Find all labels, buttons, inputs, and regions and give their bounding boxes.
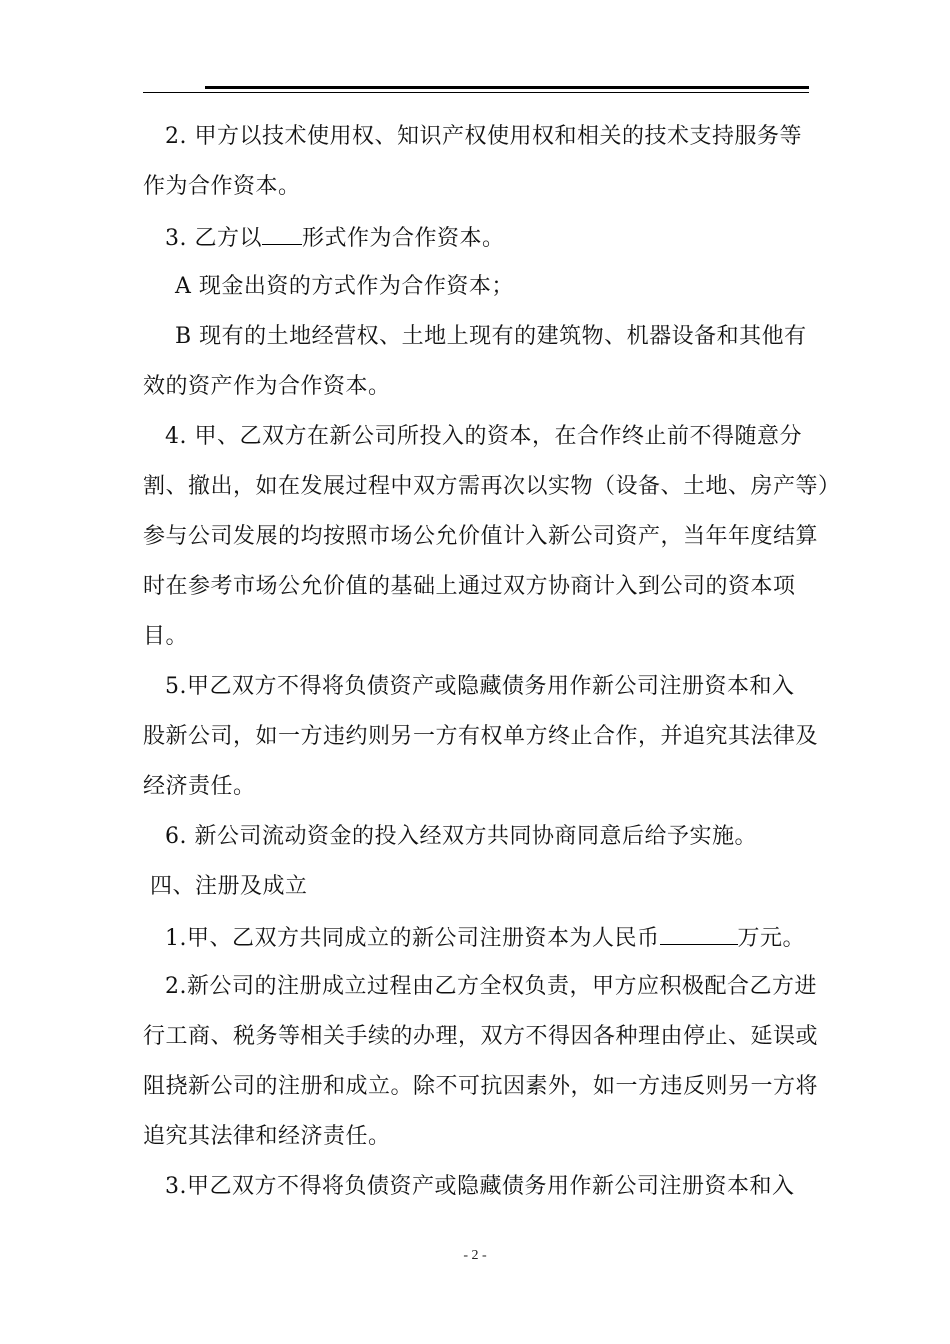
paragraph-line: 追究其法律和经济责任。: [143, 1124, 391, 1149]
paragraph-line: 6. 新公司流动资金的投入经双方共同协商同意后给予实施。: [165, 824, 757, 849]
fill-in-blank: [262, 222, 302, 245]
header-rule: [143, 86, 809, 95]
header-rule-thin: [143, 92, 809, 93]
paragraph-text: 形式作为合作资本。: [301, 226, 505, 251]
paragraph-text: 1.甲、乙双方共同成立的新公司注册资本为人民币: [165, 926, 660, 951]
fill-in-blank: [660, 922, 738, 945]
paragraph-line-with-blank: [165, 222, 845, 254]
paragraph-line: 阻挠新公司的注册和成立。除不可抗因素外，如一方违反则另一方将: [143, 1074, 819, 1099]
paragraph-line: 效的资产作为合作资本。: [143, 374, 391, 399]
paragraph-line: 5.甲乙双方不得将负债资产或隐藏债务用作新公司注册资本和入: [165, 674, 795, 699]
paragraph-line: A 现金出资的方式作为合作资本；: [175, 274, 514, 299]
paragraph-line: 4. 甲、乙双方在新公司所投入的资本，在合作终止前不得随意分: [165, 424, 802, 449]
paragraph-text: 万元。: [737, 926, 806, 951]
paragraph-line: 割、撤出，如在发展过程中双方需再次以实物（设备、土地、房产等）: [143, 474, 841, 499]
paragraph-text: 3. 乙方以: [165, 226, 262, 251]
paragraph-line: 作为合作资本。: [143, 174, 301, 199]
paragraph-line: 3.甲乙双方不得将负债资产或隐藏债务用作新公司注册资本和入: [165, 1174, 795, 1199]
section-heading: 四、注册及成立: [150, 874, 308, 899]
paragraph-line: 目。: [143, 624, 189, 649]
paragraph-line: 2. 甲方以技术使用权、知识产权使用权和相关的技术支持服务等: [165, 124, 802, 149]
paragraph-line: 股新公司，如一方违约则另一方有权单方终止合作，并追究其法律及: [143, 724, 819, 749]
paragraph-line: 经济责任。: [143, 774, 256, 799]
page-number: - 2 -: [463, 1248, 487, 1263]
paragraph-line: 行工商、税务等相关手续的办理，双方不得因各种理由停止、延误或: [143, 1024, 819, 1049]
paragraph-line: 参与公司发展的均按照市场公允价值计入新公司资产，当年年度结算: [143, 524, 819, 549]
paragraph-line-with-blank: [165, 922, 845, 954]
header-rule-thick: [205, 86, 809, 89]
paragraph-line: 2.新公司的注册成立过程由乙方全权负责，甲方应积极配合乙方进: [165, 974, 817, 999]
paragraph-line: B 现有的土地经营权、土地上现有的建筑物、机器设备和其他有: [175, 324, 807, 349]
paragraph-line: 时在参考市场公允价值的基础上通过双方协商计入到公司的资本项: [143, 574, 796, 599]
